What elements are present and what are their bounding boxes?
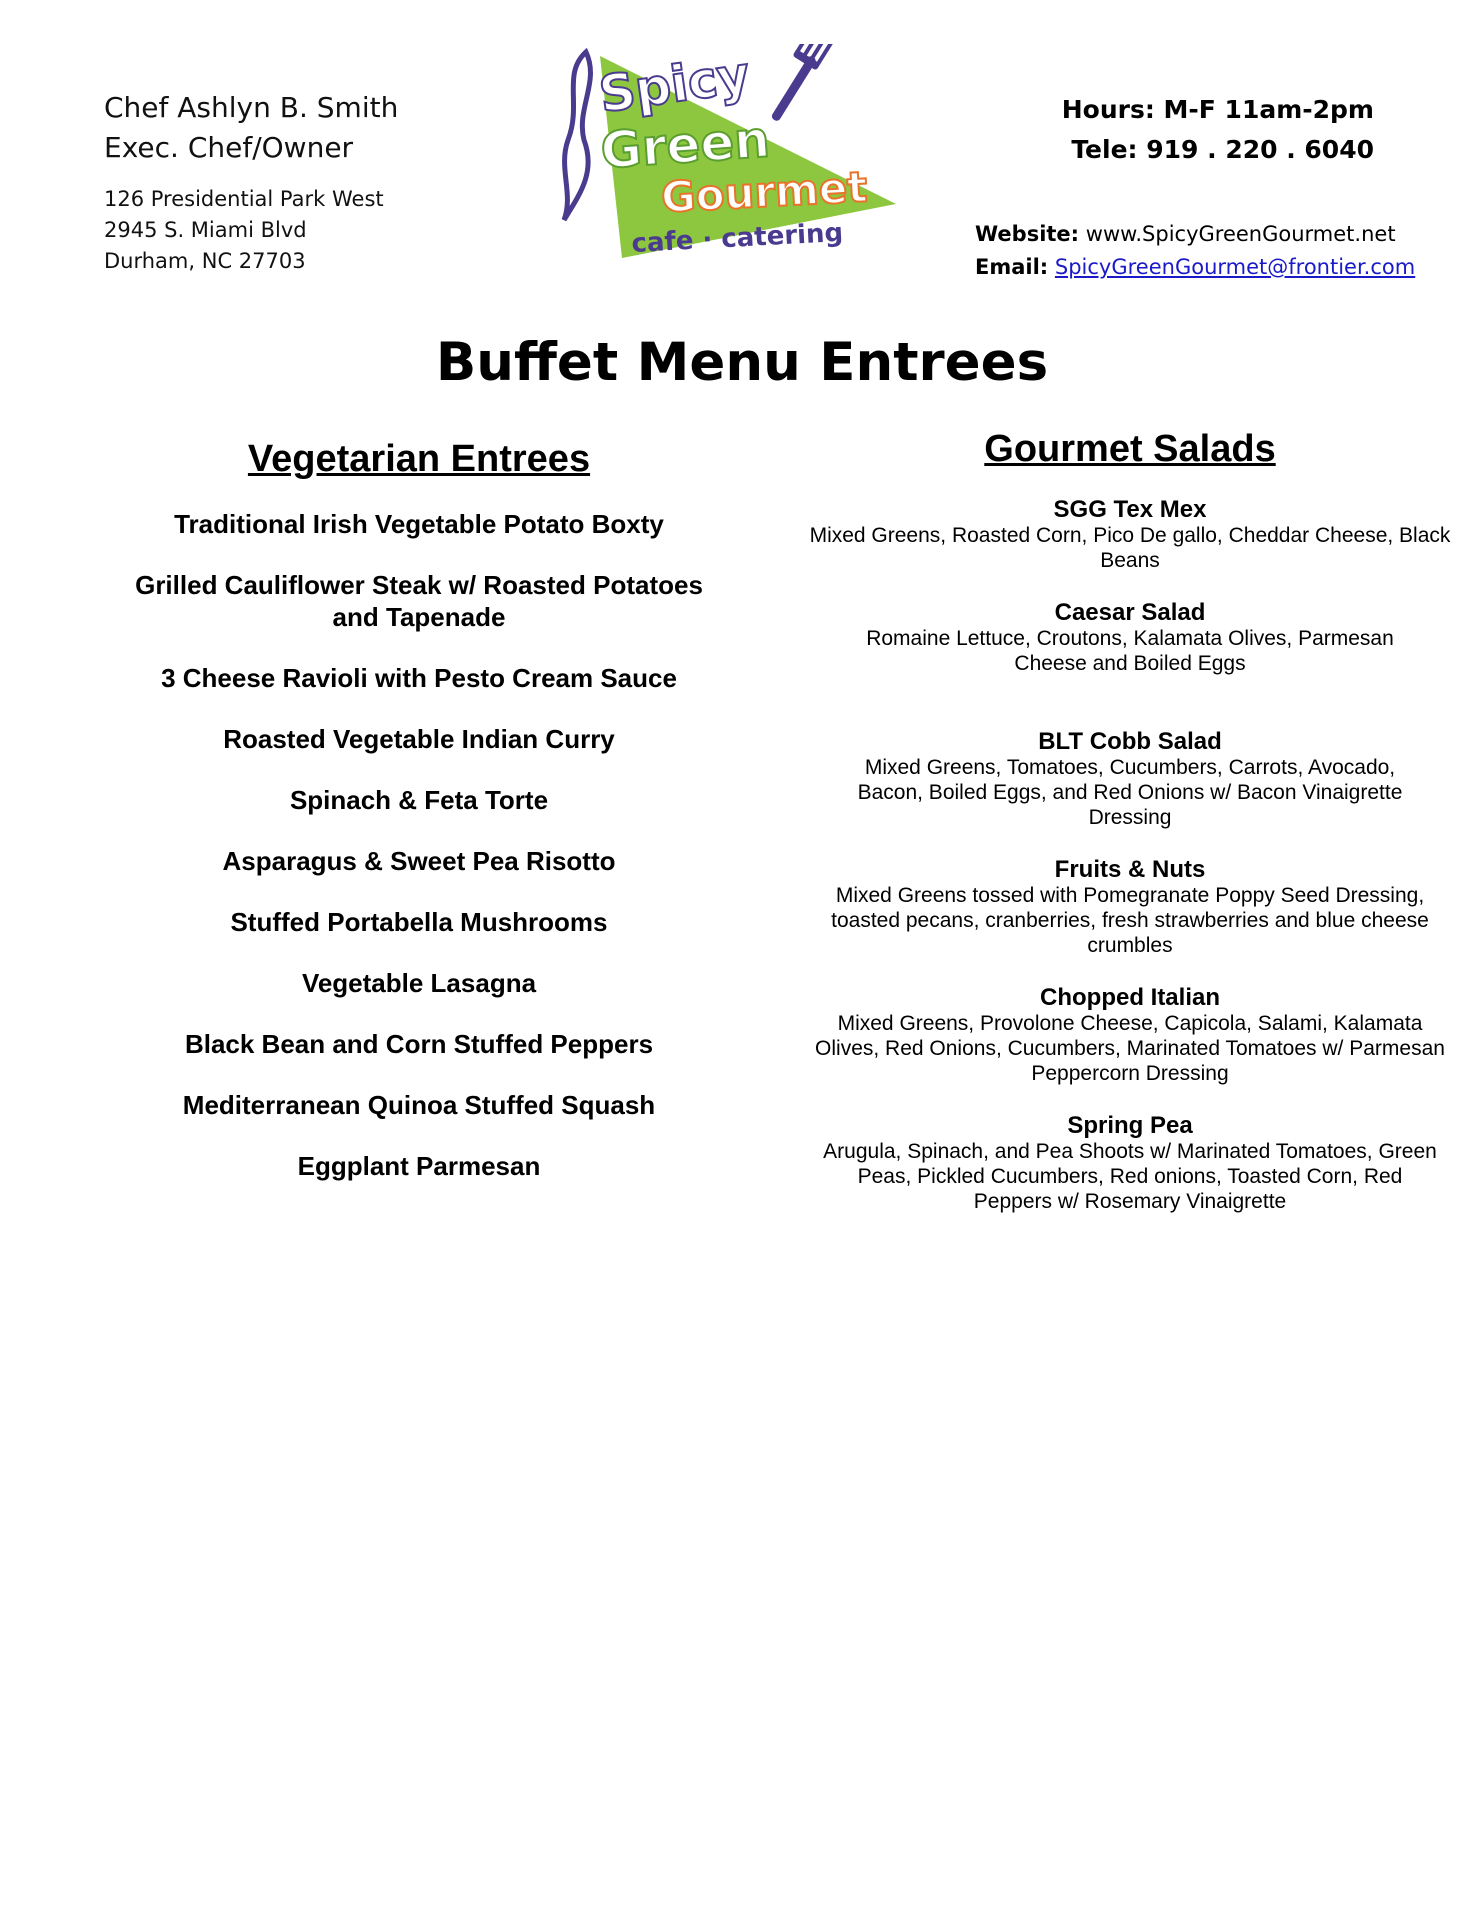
email-line	[975, 251, 1415, 284]
chef-title: Exec. Chef/Owner	[104, 131, 354, 164]
contact-block	[975, 218, 1415, 284]
salad-name: Caesar Salad	[1054, 599, 1206, 626]
address-line: 126 Presidential Park West	[104, 187, 384, 211]
logo-tagline: cafe · catering	[630, 217, 844, 259]
salad-name: BLT Cobb Salad	[1038, 728, 1222, 755]
list-item: Traditional Irish Vegetable Potato Boxty	[174, 509, 664, 539]
email-label: Email:	[975, 255, 1049, 279]
list-item: Eggplant Parmesan	[297, 1151, 541, 1181]
salad-item	[805, 599, 1455, 676]
vegetarian-heading: Vegetarian Entrees	[247, 438, 591, 480]
hours-block	[1062, 90, 1374, 170]
salad-item	[805, 856, 1455, 958]
list-item: Spinach & Feta Torte	[289, 785, 549, 815]
vegetarian-list	[104, 508, 734, 1182]
address-line: 2945 S. Miami Blvd	[104, 218, 307, 242]
salad-description: Mixed Greens, Roasted Corn, Pico De gallo, Cheddar Cheese, Black Beans	[809, 524, 1451, 572]
salads-section	[805, 426, 1455, 1240]
hours: Hours: M-F 11am-2pm	[1061, 95, 1374, 124]
list-item: Asparagus & Sweet Pea Risotto	[222, 846, 616, 876]
list-item: Stuffed Portabella Mushrooms	[230, 907, 608, 937]
salad-name: Chopped Italian	[1040, 984, 1220, 1011]
list-item: Roasted Vegetable Indian Curry	[223, 724, 615, 754]
logo-word-spicy: Spicy	[595, 45, 754, 124]
chef-name: Chef Ashlyn B. Smith	[104, 91, 399, 124]
salad-item	[805, 728, 1455, 830]
logo-word-gourmet: Gourmet	[659, 162, 869, 222]
logo-graphic	[556, 44, 914, 272]
salads-heading: Gourmet Salads	[984, 428, 1276, 470]
chef-info	[104, 88, 398, 277]
salad-name: Spring Pea	[1067, 1112, 1193, 1139]
salads-list	[805, 496, 1455, 1214]
salad-name: Fruits & Nuts	[1054, 856, 1206, 883]
website-value: www.SpicyGreenGourmet.net	[1085, 222, 1396, 246]
salad-description: Romaine Lettuce, Croutons, Kalamata Olives, Parmesan Cheese and Boiled Eggs	[866, 627, 1394, 675]
telephone: Tele: 919 . 220 . 6040	[1071, 135, 1374, 164]
logo-word-green: Green	[598, 110, 772, 180]
fork-icon	[758, 44, 836, 125]
list-item: Black Bean and Corn Stuffed Peppers	[184, 1029, 654, 1059]
salad-item	[805, 496, 1455, 573]
website-label: Website:	[975, 222, 1080, 246]
list-item: 3 Cheese Ravioli with Pesto Cream Sauce	[161, 663, 677, 693]
salad-item	[805, 984, 1455, 1086]
email-link[interactable]: SpicyGreenGourmet@frontier.com	[1054, 255, 1416, 279]
salad-description: Mixed Greens tossed with Pomegranate Poppy Seed Dressing, toasted pecans, cranberries, fresh strawberries and blue cheese crumbles	[831, 884, 1429, 957]
salad-name: SGG Tex Mex	[1053, 496, 1207, 523]
page-title: Buffet Menu Entrees	[435, 332, 1049, 393]
salad-description: Mixed Greens, Tomatoes, Cucumbers, Carrots, Avocado, Bacon, Boiled Eggs, and Red Onions w/ Bacon Vinaigrette Dressing	[857, 756, 1403, 829]
salad-description: Mixed Greens, Provolone Cheese, Capicola, Salami, Kalamata Olives, Red Onions, Cucumbers, Marinated Tomatoes w/ Parmesan Peppercorn Dressing	[815, 1012, 1445, 1085]
list-item: Grilled Cauliflower Steak w/ Roasted Potatoes and Tapenade	[135, 570, 703, 632]
list-item: Mediterranean Quinoa Stuffed Squash	[182, 1090, 656, 1120]
website-line	[975, 218, 1415, 251]
address	[104, 184, 398, 277]
spicy-green-gourmet-logo	[556, 44, 914, 272]
list-item: Vegetable Lasagna	[301, 968, 537, 998]
address-line: Durham, NC 27703	[104, 249, 306, 273]
salad-item	[805, 1112, 1455, 1214]
vegetarian-section	[104, 436, 734, 1211]
salad-description: Arugula, Spinach, and Pea Shoots w/ Marinated Tomatoes, Green Peas, Pickled Cucumbers, Red onions, Toasted Corn, Red Peppers w/ Rosemary Vinaigrette	[823, 1140, 1437, 1213]
